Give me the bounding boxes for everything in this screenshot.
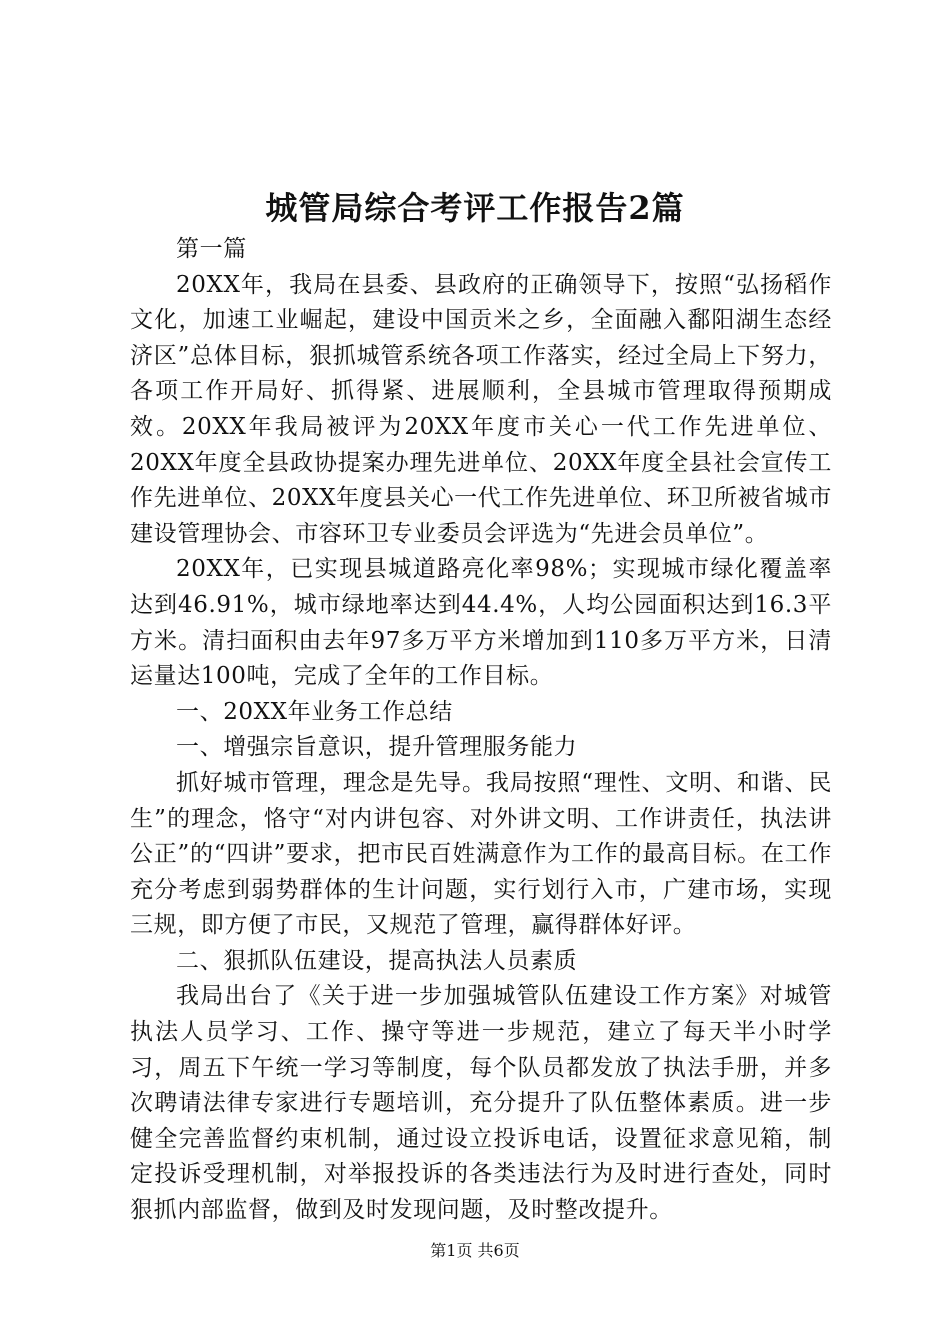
body-paragraph: 20XX年，已实现县城道路亮化率98%；实现城市绿化覆盖率达到46.91%，城市绿地率达到44.4%，人均公园面积达到16.3平方米。清扫面积由去年97多万平方米增加到110多万平方米，日清运量达100吨，完成了全年的工作目标。 [130,556,832,690]
body-paragraph: 20XX年，我局在县委、县政府的正确领导下，按照“弘扬稻作文化，加速工业崛起，建设中国贡米之乡，全面融入鄱阳湖生态经济区”总体目标，狠抓城管系统各项工作落实，经过全局上下努力，各项工作开局好、抓得紧、进展顺利，全县城市管理取得预期成效。20XX年我局被评为20XX年度市关心一代工作先进单位、20XX年度全县政协提案办理先进单位、20XX年度全县社会宣传工作先进单位、20XX年度县关心一代工作先进单位、环卫所被省城市建设管理协会、市容环卫专业委员会评选为“先进会员单位”。 [130,271,832,547]
page-number-footer: 第1页 共6页 [430,1241,520,1260]
body-paragraph: 我局出台了《关于进一步加强城管队伍建设工作方案》对城管执法人员学习、工作、操守等进一步规范，建立了每天半小时学习，周五下午统一学习等制度，每个队员都发放了执法手册，并多次聘请法律专家进行专题培训，充分提升了队伍整体素质。进一步健全完善监督约束机制，通过设立投诉电话，设置征求意见箱，制定投诉受理机制，对举报投诉的各类违法行为及时进行查处，同时狠抓内部监督，做到及时发现问题，及时整改提升。 [130,983,832,1224]
section-heading: 第一篇 [176,236,247,262]
document-title: 城管局综合考评工作报告2篇 [265,189,685,227]
body-paragraph: 抓好城市管理，理念是先导。我局按照“理性、文明、和谐、民生”的理念，恪守“对内讲包容、对外讲文明、工作讲责任，执法讲公正”的“四讲”要求，把市民百姓满意作为工作的最高目标。在工作充分考虑到弱势群体的生计问题，实行划行入市，广建市场，实现三规，即方便了市民，又规范了管理，赢得群体好评。 [130,769,832,939]
section-heading: 一、20XX年业务工作总结 [176,698,453,725]
subsection-heading: 一、增强宗旨意识，提升管理服务能力 [176,734,578,761]
subsection-heading: 二、狠抓队伍建设，提高执法人员素质 [176,947,578,974]
document-body [130,232,832,1229]
